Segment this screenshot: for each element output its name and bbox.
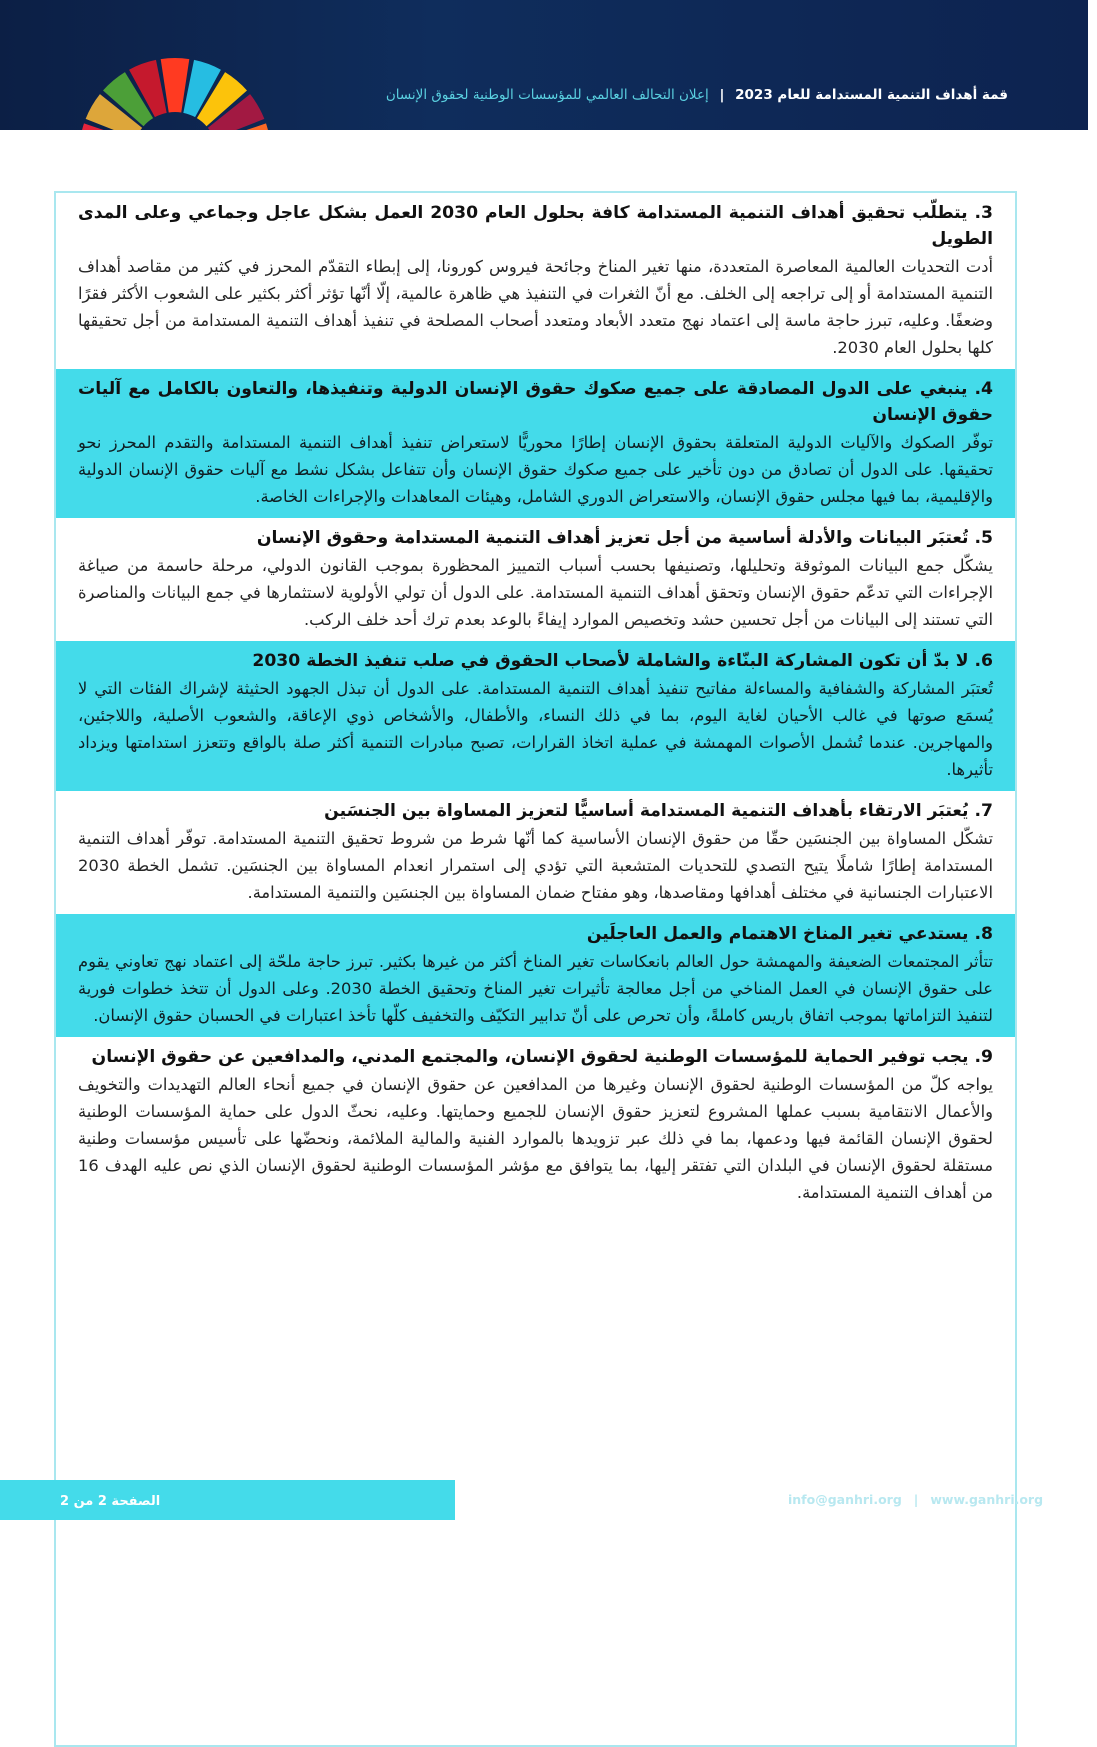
section-title: 5. تُعتبَر البيانات والأدلة أساسية من أجل تعزيز أهداف التنمية المستدامة وحقوق الإنسان — [256, 528, 993, 548]
section-5 — [56, 518, 1015, 641]
footer-email-link[interactable]: info@ganhri.org — [788, 1492, 902, 1507]
section-6 — [56, 641, 1015, 791]
section-9 — [56, 1037, 1015, 1214]
section-body: يواجه كلّ من المؤسسات الوطنية لحقوق الإنسان وغيرها من المدافعين عن حقوق الإنسان في جميع أنحاء العالم التهديدات والتخويف والأعمال الانتقامية بسبب عملها المشروع لتعزيز حقوق الإنسان للجميع وحمايتها. وعليه، نحثّ الدول على حماية المؤسسات الوطنية لحقوق الإنسان القائمة فيها ودعمها، بما في ذلك عبر تزويدها بالموارد الفنية والمالية الملائمة، ونحضّها على تأسيس مؤسسات وطنية مستقلة لحقوق الإنسان في البلدان التي تفتقر إليها، بما يتوافق مع مؤشر المؤسسات الوطنية لحقوق الإنسان الذي نص عليه الهدف 16 من أهداف التنمية المستدامة. — [78, 1075, 993, 1202]
section-3 — [56, 193, 1015, 369]
section-title: 4. ينبغي على الدول المصادقة على جميع صكوك حقوق الإنسان الدولية وتنفيذها، والتعاون بالكامل مع آليات حقوق الإنسان — [78, 379, 993, 425]
header-subtitle: إعلان التحالف العالمي للمؤسسات الوطنية لحقوق الإنسان — [385, 87, 709, 103]
page-number: الصفحة 2 من 2 — [60, 1494, 161, 1509]
section-title: 7. يُعتبَر الارتقاء بأهداف التنمية المستدامة أساسيًّا لتعزيز المساواة بين الجنسَين — [324, 801, 993, 821]
section-title: 8. يستدعي تغير المناخ الاهتمام والعمل العاجلَين — [586, 924, 993, 944]
section-title: 6. لا بدّ أن تكون المشاركة البنّاءة والشاملة لأصحاب الحقوق في صلب تنفيذ الخطة 2030 — [252, 651, 993, 671]
header-separator: | — [719, 87, 725, 103]
section-title: 3. يتطلّب تحقيق أهداف التنمية المستدامة كافة بحلول العام 2030 العمل بشكل عاجل وجماعي وعلى المدى الطويل — [78, 203, 993, 249]
section-4 — [56, 369, 1015, 518]
page-header — [0, 0, 1088, 130]
section-body: توفّر الصكوك والآليات الدولية المتعلقة بحقوق الإنسان إطارًا محوريًّا لاستعراض تنفيذ أهداف التنمية المستدامة والتقدم المحرز نحو تحقيقها. على الدول أن تصادق من دون تأخير على جميع صكوك حقوق الإنسان وأن تتفاعل بشكل نشط مع آليات حقوق الإنسان الدولية والإقليمية، بما فيها مجلس حقوق الإنسان، والاستعراض الدوري الشامل، وهيئات المعاهدات والإجراءات الخاصة. — [78, 433, 993, 506]
footer-separator: | — [913, 1492, 919, 1507]
section-body: تشكّل المساواة بين الجنسَين حقّا من حقوق الإنسان الأساسية كما أنّها شرط من شروط تحقيق التنمية المستدامة. توفّر أهداف التنمية المستدامة إطارًا شاملًا يتيح التصدي للتحديات المتشعبة التي تؤدي إلى استمرار انعدام المساواة بين الجنسَين. تشمل الخطة 2030 الاعتبارات الجنسانية في مختلف أهدافها ومقاصدها، وهو مفتاح ضمان المساواة بين الجنسَين والتنمية المستدامة. — [78, 829, 993, 902]
section-8 — [56, 914, 1015, 1037]
section-body: أدت التحديات العالمية المعاصرة المتعددة، منها تغير المناخ وجائحة فيروس كورونا، إلى إبطاء التقدّم المحرز في كثير من مقاصد أهداف التنمية المستدامة أو إلى تراجعه إلى الخلف. مع أنّ الثغرات في التنفيذ هي ظاهرة عالمية، إلّا أنّها تؤثر أكثر بكثير على الشعوب الأكثر فقرًا وضعفًا. وعليه، تبرز حاجة ماسة إلى اعتماد نهج متعدد الأبعاد ومتعدد أصحاب المصلحة في تنفيذ أهداف التنمية المستدامة من أجل تحقيقها كلها بحلول العام 2030. — [78, 257, 993, 357]
footer-links — [788, 1492, 1044, 1507]
section-body: يشكّل جمع البيانات الموثوقة وتحليلها، وتصنيفها بحسب أسباب التمييز المحظورة بموجب القانون الدولي، مرحلة حاسمة من صياغة الإجراءات التي تدعّم حقوق الإنسان وتحقق أهداف التنمية المستدامة. على الدول أن تولي الأولوية لاستثمارها في جمع البيانات والمناصرة التي تستند إلى البيانات من أجل تحسين حشد وتخصيص الموارد إيفاءً بالوعد بعدم ترك أحد خلف الركب. — [78, 556, 993, 629]
header-title — [308, 87, 1008, 103]
header-title-main: قمة أهداف التنمية المستدامة للعام 2023 — [735, 87, 1008, 103]
sdg-wheel-logo-icon — [70, 36, 280, 130]
section-7 — [56, 791, 1015, 914]
section-title: 9. يجب توفير الحماية للمؤسسات الوطنية لحقوق الإنسان، والمجتمع المدني، والمدافعين عن حقوق الإنسان — [91, 1047, 993, 1067]
section-body: تتأثر المجتمعات الضعيفة والمهمشة حول العالم بانعكاسات تغير المناخ أكثر من غيرها بكثير. تبرز حاجة ملحّة إلى اعتماد نهج تعاوني يقوم على حقوق الإنسان في العمل المناخي من أجل معالجة تأثيرات تغير المناخ وتحقيق الخطة 2030. وعلى الدول أن تتخذ خطوات فورية لتنفيذ التزاماتها بموجب اتفاق باريس كاملةً، وأن تحرص على أنّ تدابير التكيّف والتخفيف كلّها تأخذ اعتبارات في الحسبان حقوق الإنسان. — [78, 952, 993, 1025]
sdg-wheel-segment — [161, 58, 190, 112]
section-body: تُعتبَر المشاركة والشفافية والمساءلة مفاتيح تنفيذ أهداف التنمية المستدامة. على الدول أن تبذل الجهود الحثيثة لإشراك الفئات التي لا يُسمَع صوتها في غالب الأحيان لغاية اليوم، بما في ذلك النساء، والأطفال، والأشخاص ذوي الإعاقة، والشعوب الأصلية، واللاجئين، والمهاجرين. عندما تُشمل الأصوات المهمشة في عملية اتخاذ القرارات، تصبح مبادرات التنمية أكثر صلة بالواقع وتتعزز استدامتها ويزداد تأثيرها. — [78, 679, 993, 779]
footer-website-link[interactable]: www.ganhri.org — [930, 1492, 1044, 1507]
